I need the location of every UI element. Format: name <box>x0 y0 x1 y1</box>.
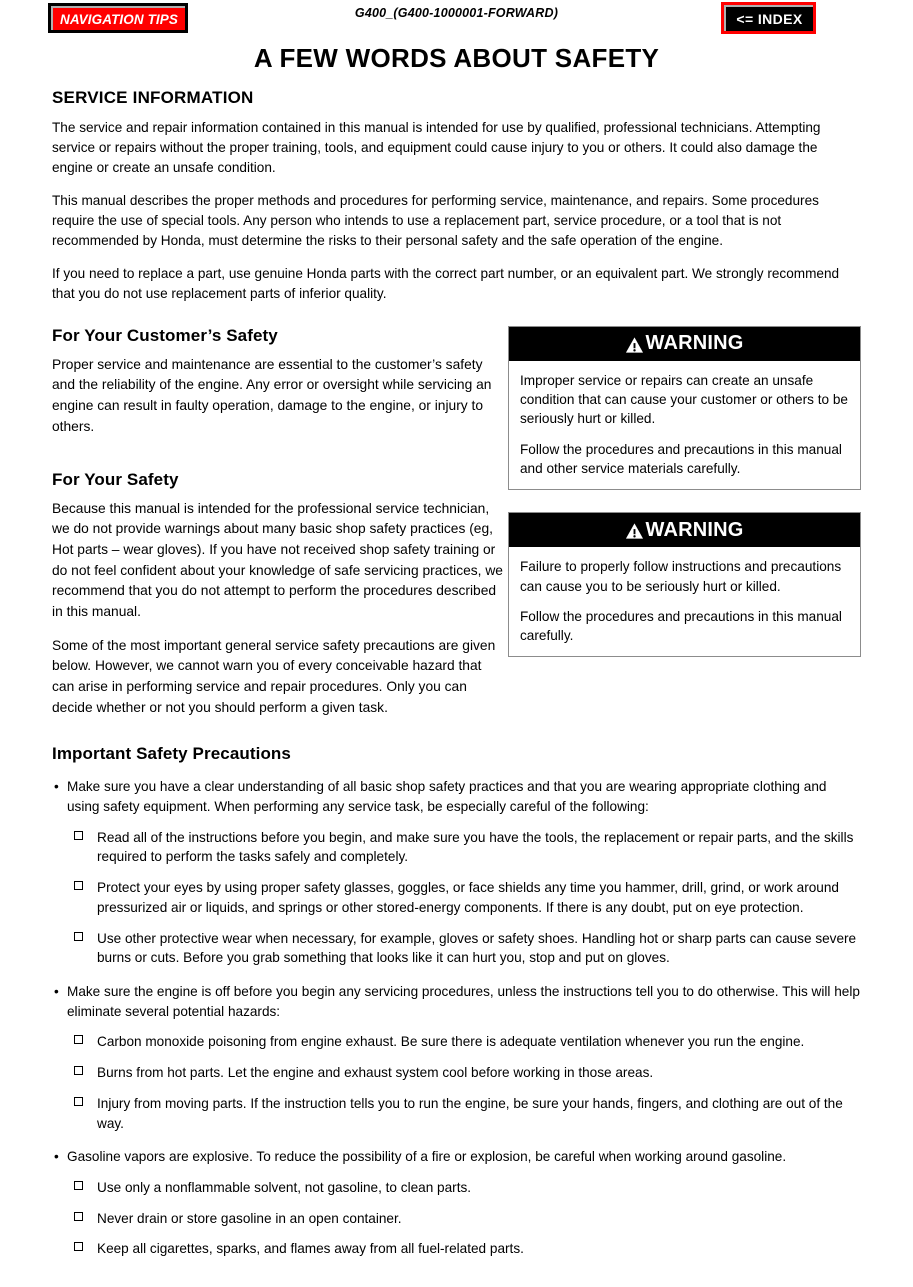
precautions-list <box>52 777 861 1259</box>
open-square-icon <box>74 1097 83 1106</box>
warning-box <box>508 512 861 657</box>
warning-triangle-icon <box>625 522 644 540</box>
warning-box-header <box>509 327 860 361</box>
open-square-icon <box>74 831 83 840</box>
list-item <box>52 982 861 1133</box>
list-item <box>72 1094 861 1133</box>
your-safety-heading: For Your Safety <box>52 469 179 489</box>
customer-safety-heading: For Your Customer’s Safety <box>52 325 278 345</box>
list-item <box>72 1032 861 1052</box>
list-item-text: Use other protective wear when necessary, for example, gloves or safety shoes. Handling hot or sharp parts can cause severe burns or cuts. Before you grab something that looks like it can hurt you, stop and put on gloves. <box>97 930 857 966</box>
list-item-text: Gasoline vapors are explosive. To reduce the possibility of a fire or explosion, be careful when working around gasoline. <box>67 1149 787 1165</box>
warning-title: WARNING <box>645 518 744 541</box>
open-square-icon <box>74 1181 83 1190</box>
list-item-text: Make sure the engine is off before you begin any servicing procedures, unless the instructions tell you to do otherwise. This will help eliminate several potential hazards: <box>67 984 860 1019</box>
warning-triangle-icon <box>625 336 644 354</box>
safety-left-column <box>52 326 507 719</box>
your-safety-paragraph-1: Because this manual is intended for the professional service technician, we do not provide warnings about many basic shop safety practices (eg, Hot parts – wear gloves). If you have not received shop safety training or do not feel confident about your knowledge of safe servicing practices, we recommend that you do not attempt to perform the procedures described in this manual. <box>52 500 503 619</box>
page-title: A FEW WORDS ABOUT SAFETY <box>253 43 660 73</box>
open-square-icon <box>74 1242 83 1251</box>
page-content <box>52 88 861 1273</box>
service-information-paragraph-1: The service and repair information contained in this manual is intended for use by qualified, professional technicians. Attempting service or repairs without the proper training, tools, and equipment could cause injury to you or others. It could also damage the engine or create an unsafe condition. <box>52 120 821 175</box>
warning-box-body <box>509 361 860 489</box>
warning-box <box>508 326 861 490</box>
list-item <box>72 828 861 867</box>
bullet-icon: • <box>54 779 59 795</box>
service-information-paragraph-3: If you need to replace a part, use genuine Honda parts with the correct part number, or an equivalent part. We strongly recommend that you do not use replacement parts of inferior quality. <box>52 265 840 301</box>
list-item <box>72 929 861 968</box>
list-item <box>72 1209 861 1229</box>
important-safety-precautions-section <box>52 744 861 1259</box>
open-square-icon <box>74 1212 83 1221</box>
customer-safety-paragraph: Proper service and maintenance are essential to the customer’s safety and the reliability of the engine. Any error or oversight while servicing an engine can result in faulty operation, damage to the engine, or injury to others. <box>52 356 492 434</box>
warning-box-header <box>509 513 860 547</box>
index-button-inner <box>724 5 813 31</box>
warning-text-line: Follow the procedures and precautions in this manual and other service materials carefully. <box>520 441 842 476</box>
page-header <box>0 0 913 38</box>
bullet-icon: • <box>54 984 59 999</box>
warning-text-line: Failure to properly follow instructions and precautions can cause you to be seriously hurt or killed. <box>520 559 842 594</box>
list-item <box>52 1147 861 1259</box>
list-item <box>72 1063 861 1083</box>
list-item-text: Keep all cigarettes, sparks, and flames away from all fuel-related parts. <box>97 1241 524 1257</box>
list-item-text: Never drain or store gasoline in an open container. <box>97 1210 402 1226</box>
list-item-text: Make sure you have a clear understanding of all basic shop safety practices and that you are wearing appropriate clothing and using safety equipment. When performing any service task, be especially careful of the following: <box>67 779 827 815</box>
open-square-icon <box>74 881 83 890</box>
precautions-heading: Important Safety Precautions <box>52 744 291 764</box>
list-item-text: Use only a nonflammable solvent, not gasoline, to clean parts. <box>97 1179 472 1195</box>
list-item <box>72 878 861 917</box>
warning-text-line: Follow the procedures and precautions in this manual carefully. <box>520 608 842 644</box>
safety-right-column <box>508 326 861 658</box>
precautions-sublist <box>67 1178 861 1259</box>
open-square-icon <box>74 932 83 941</box>
your-safety-paragraph-2: Some of the most important general service safety precautions are given below. However, we cannot warn you of every conceivable hazard that can arise in performing service and repair procedures. Only you can decide whether or not you should perform a given task. <box>52 637 496 715</box>
list-item-text: Protect your eyes by using proper safety glasses, goggles, or face shields any time you hammer, drill, grind, or work around pressurized air or liquids, and springs or other stored-energy components. If there is any doubt, put on eye protection. <box>97 880 839 915</box>
warning-text-line: Improper service or repairs can create an unsafe condition that can cause your customer or others to be seriously hurt or killed. <box>520 372 848 427</box>
index-label: <= INDEX <box>736 11 803 27</box>
list-item-text: Read all of the instructions before you begin, and make sure you have the tools, the replacement or repair parts, and the skills required to perform the tasks safely and completely. <box>97 829 854 865</box>
safety-two-column-block <box>52 326 861 719</box>
open-square-icon <box>74 1066 83 1075</box>
list-item <box>72 1178 861 1198</box>
warning-title: WARNING <box>645 332 744 355</box>
warning-box-body <box>509 547 860 656</box>
service-information-heading: SERVICE INFORMATION <box>52 88 254 107</box>
index-button[interactable] <box>721 2 816 34</box>
list-item-text: Burns from hot parts. Let the engine and exhaust system cool before working in those areas. <box>97 1065 654 1081</box>
open-square-icon <box>74 1035 83 1044</box>
list-item <box>52 777 861 968</box>
bullet-icon: • <box>54 1149 59 1165</box>
precautions-sublist <box>67 1032 861 1133</box>
list-item-text: Injury from moving parts. If the instruction tells you to run the engine, be sure your hands, fingers, and clothing are out of the way. <box>97 1095 843 1131</box>
document-code: G400_(G400-1000001-FORWARD) <box>354 6 559 20</box>
service-information-paragraph-2: This manual describes the proper methods and procedures for performing service, maintenance, and repairs. Some procedures require the use of special tools. Any person who intends to use a replacement part, service procedure, or a tool that is not recommended by Honda, must determine the risks to their personal safety and the safe operation of the engine. <box>52 192 819 248</box>
navigation-tips-label: NAVIGATION TIPS <box>59 11 178 27</box>
precautions-sublist <box>67 828 861 968</box>
list-item-text: Carbon monoxide poisoning from engine exhaust. Be sure there is adequate ventilation whenever you run the engine. <box>97 1034 805 1050</box>
spacer <box>52 451 507 470</box>
list-item <box>72 1239 861 1259</box>
